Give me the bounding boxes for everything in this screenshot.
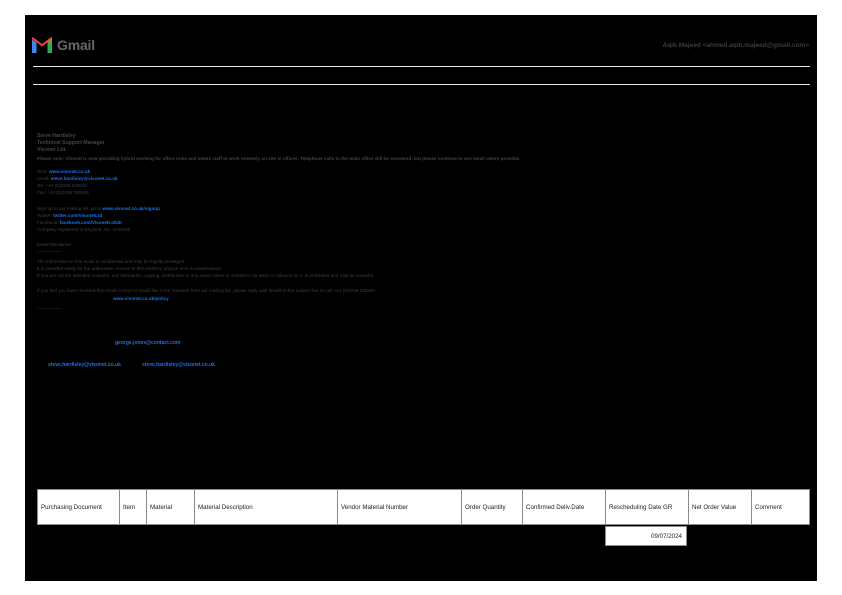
email-label: email — [37, 176, 48, 181]
col-material: Material — [147, 490, 195, 525]
col-material-description: Material Description — [195, 490, 338, 525]
contact-email-link[interactable]: george.jones@contact.com — [115, 340, 181, 346]
cc-email-link-1[interactable]: steve.hardisley@visonet.co.uk — [48, 362, 121, 368]
disclaimer-heading: Email Disclaimer — [37, 242, 72, 247]
fax-line: Fax: +44 (0)2036 335933 — [37, 190, 89, 195]
closing-separator: ---------------- — [37, 306, 62, 311]
subject-divider — [33, 84, 810, 85]
disclaimer-line-3: If you are not the intended recipient, any disclosure, copying, distribution or any action taken or omitted to be taken in reliance on it, is prohibited and may be unlawful. — [37, 273, 375, 278]
policy-line — [113, 296, 169, 302]
col-purchasing-document: Purchasing Document — [38, 490, 120, 525]
signature-name: Steve Hardisley — [37, 133, 76, 139]
document-page — [25, 15, 817, 581]
facebook-label: Facebook: — [37, 220, 59, 225]
company-registration: Company registered in England, No. 3765268 — [37, 227, 131, 232]
email-link[interactable]: steve.hardisley@visonet.co.uk — [50, 176, 118, 181]
mailing-label: Sign up to our mailing list, go to — [37, 206, 102, 211]
gmail-wordmark: Gmail — [57, 37, 95, 53]
col-confirmed-deliv-date: Confirmed Deliv.Date — [523, 490, 606, 525]
col-net-order-value: Net Order Value — [689, 490, 752, 525]
signature-note: Please note: Visonet is now providing hybrid working for office roles and meets staff to work remotely on site in offices. Telephone calls to the main office will be answered, but please continue to use email where possible. — [37, 156, 521, 161]
col-order-quantity: Order Quantity — [462, 490, 523, 525]
col-comment: Comment — [752, 490, 810, 525]
facebook-line — [37, 220, 122, 226]
tel-line: Tel: +44 (0)2036 335940 — [37, 183, 87, 188]
website-link[interactable]: www.visonet.co.uk — [48, 169, 91, 174]
disclaimer-separator: ---------------- — [37, 249, 62, 254]
twitter-link[interactable]: twitter.com/VisonetLtd — [53, 213, 103, 218]
disclaimer-line-1: The information in this email is confidential and may be legally privileged. — [37, 259, 186, 264]
mailing-link[interactable]: www.visonet.co.uk/signup — [102, 206, 160, 211]
email-line: email: steve.hardisley@visonet.co.uk — [37, 176, 118, 181]
website-line: Web: www.visonet.co.uk — [37, 169, 91, 174]
signature-company: Visonet Ltd. — [37, 147, 67, 153]
unsubscribe-line: If you feel you have received this email in error or would like to be removed from our mailing list, please reply with details in the subject line or call +44 (0)2036 335940 — [37, 288, 375, 293]
twitter-line — [37, 213, 102, 219]
table-header-row — [38, 490, 810, 525]
col-item: Item — [120, 490, 147, 525]
twitter-label: Twitter: — [37, 213, 52, 218]
facebook-link[interactable]: facebook.com/VisonetLtdUK — [59, 220, 123, 225]
disclaimer-line-2: It is intended solely for the addressee. Access to this email by anyone else is unauthorised. — [37, 266, 222, 271]
mailing-line — [37, 206, 160, 212]
policy-link[interactable]: www.visonet.co.uk/policy — [113, 296, 169, 301]
gmail-logo — [32, 37, 95, 53]
website-label: Web — [37, 169, 47, 174]
account-identity: Aqib Majeed <ahmed.aqib.majeed@gmail.com> — [662, 42, 809, 49]
header-divider — [33, 66, 810, 67]
signature-title: Technical Support Manager — [37, 140, 105, 146]
col-rescheduling-date-gr: Rescheduling Date GR — [606, 490, 689, 525]
gmail-m-icon — [32, 37, 52, 53]
order-table — [37, 489, 810, 525]
rescheduling-date-cell: 09/07/2024 — [605, 526, 687, 546]
col-vendor-material-number: Vendor Material Number — [338, 490, 462, 525]
cc-email-link-2[interactable]: steve.hardisley@visonet.co.uk — [142, 362, 215, 368]
